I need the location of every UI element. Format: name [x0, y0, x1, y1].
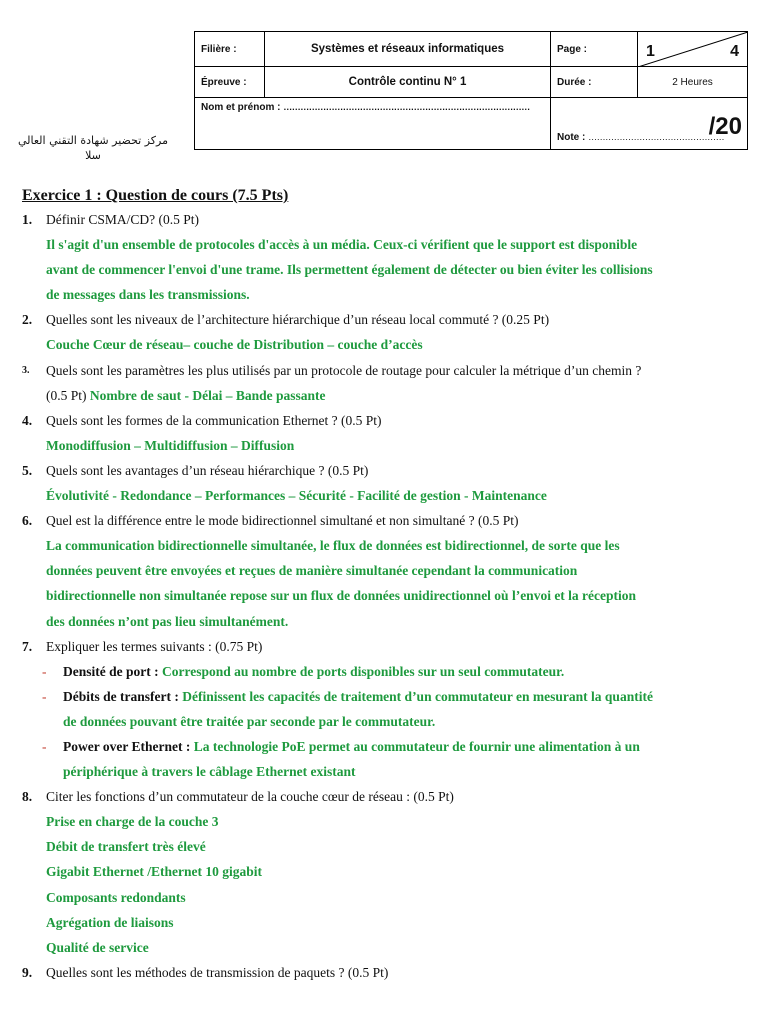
- note-score: /20: [708, 113, 742, 140]
- institution-name: [8, 133, 178, 163]
- answer-6-line: bidirectionnelle non simultanée repose sur un flux de données unidirectionnel où l’envoi et la réception: [46, 588, 637, 604]
- exercise-title: Exercice 1 : Question de cours (7.5 Pts): [22, 187, 289, 204]
- name-dots: ……………………………………………………………………………: [283, 102, 530, 112]
- answer-1-line: de messages dans les transmissions.: [46, 287, 250, 303]
- epreuve-label: Épreuve :: [195, 67, 265, 98]
- answer-6-line: des données n’ont pas lieu simultanément.: [46, 613, 289, 629]
- bullet-dash: -: [42, 688, 47, 704]
- term-transfer-rate-continuation: de données pouvant être traitée par seconde par le commutateur.: [63, 713, 436, 729]
- answer-8-item: Débit de transfert très élevé: [46, 839, 206, 855]
- question-5: 5. Quels sont les avantages d’un réseau hiérarchique ? (0.5 Pt): [22, 462, 369, 478]
- answer-8-item: Gigabit Ethernet /Ethernet 10 gigabit: [46, 864, 262, 880]
- question-3-continuation: (0.5 Pt) Nombre de saut - Délai – Bande passante: [46, 387, 326, 403]
- answer-8-item: Agrégation de liaisons: [46, 914, 174, 930]
- filiere-value: Systèmes et réseaux informatiques: [265, 32, 551, 67]
- epreuve-value: Contrôle continu N° 1: [265, 67, 551, 98]
- duree-value: 2 Heures: [638, 67, 748, 98]
- bullet-dash: -: [42, 738, 47, 754]
- term-port-density: - Densité de port : Correspond au nombre de ports disponibles sur un seul commutateur.: [22, 659, 752, 684]
- term-poe-continuation: périphérique à travers le câblage Ethernet existant: [63, 764, 356, 780]
- note-label: Note :: [557, 132, 589, 143]
- name-field[interactable]: [195, 98, 551, 150]
- answer-1-line: avant de commencer l'envoi d'une trame. Ils permettent également de détecter ou bien éviter les collisions: [46, 262, 653, 278]
- question-6: 6. Quel est la différence entre le mode bidirectionnel simultané et non simultané ? (0.5 Pt): [22, 513, 519, 529]
- answer-6-line: La communication bidirectionnelle simultanée, le flux de données est bidirectionnel, de sorte que les: [46, 538, 620, 554]
- question-3: 3. Quels sont les paramètres les plus utilisés par un protocole de routage pour calculer la métrique d’un chemin ?: [22, 362, 642, 378]
- name-label: Nom et prénom :: [201, 102, 284, 113]
- answer-8-item: Qualité de service: [46, 939, 149, 955]
- duree-label: Durée :: [551, 67, 638, 98]
- answer-6-line: données peuvent être envoyées et reçues de manière simultanée cependant la communication: [46, 563, 578, 579]
- note-dots: …………………………………………: [588, 132, 725, 142]
- question-9: 9. Quelles sont les méthodes de transmission de paquets ? (0.5 Pt): [22, 964, 389, 980]
- answer-3: Nombre de saut - Délai – Bande passante: [89, 387, 326, 403]
- filiere-label: Filière :: [195, 32, 265, 67]
- exam-header-table: [194, 31, 748, 150]
- question-2: 2. Quelles sont les niveaux de l’architecture hiérarchique d’un réseau local commuté ? (0.25 Pt): [22, 312, 550, 328]
- question-1: 1. Définir CSMA/CD? (0.5 Pt): [22, 212, 199, 227]
- bullet-dash: -: [42, 663, 47, 679]
- question-4: 4. Quels sont les formes de la communication Ethernet ? (0.5 Pt): [22, 412, 382, 428]
- institution-line-2: سلا: [85, 149, 101, 162]
- exercise-content: [22, 186, 752, 985]
- institution-line-1: مركز تحضير شهادة التقني العالي: [17, 134, 168, 147]
- term-transfer-rate: - Débits de transfert : Définissent les capacités de traitement d’un commutateur en mesurant la quantité: [22, 684, 752, 709]
- page-number-box: [638, 32, 748, 67]
- answer-2: Couche Cœur de réseau– couche de Distribution – couche d’accès: [46, 337, 423, 353]
- note-field: [551, 98, 748, 150]
- page-current: 1: [646, 43, 655, 60]
- question-8: 8. Citer les fonctions d’un commutateur de la couche cœur de réseau : (0.5 Pt): [22, 789, 454, 805]
- question-7: 7. Expliquer les termes suivants : (0.75 Pt): [22, 638, 263, 654]
- answer-1-line: Il s'agit d'un ensemble de protocoles d'accès à un média. Ceux-ci vérifient que le support est disponible: [46, 237, 638, 253]
- answer-8-item: Prise en charge de la couche 3: [46, 814, 219, 830]
- page-total: 4: [730, 43, 739, 60]
- page-label: Page :: [551, 32, 638, 67]
- answer-8-item: Composants redondants: [46, 889, 186, 905]
- answer-4: Monodiffusion – Multidiffusion – Diffusion: [46, 437, 295, 453]
- answer-5: Évolutivité - Redondance – Performances – Sécurité - Facilité de gestion - Maintenance: [46, 488, 547, 504]
- term-poe: - Power over Ethernet : La technologie PoE permet au commutateur de fournir une alimentation à un: [22, 734, 752, 759]
